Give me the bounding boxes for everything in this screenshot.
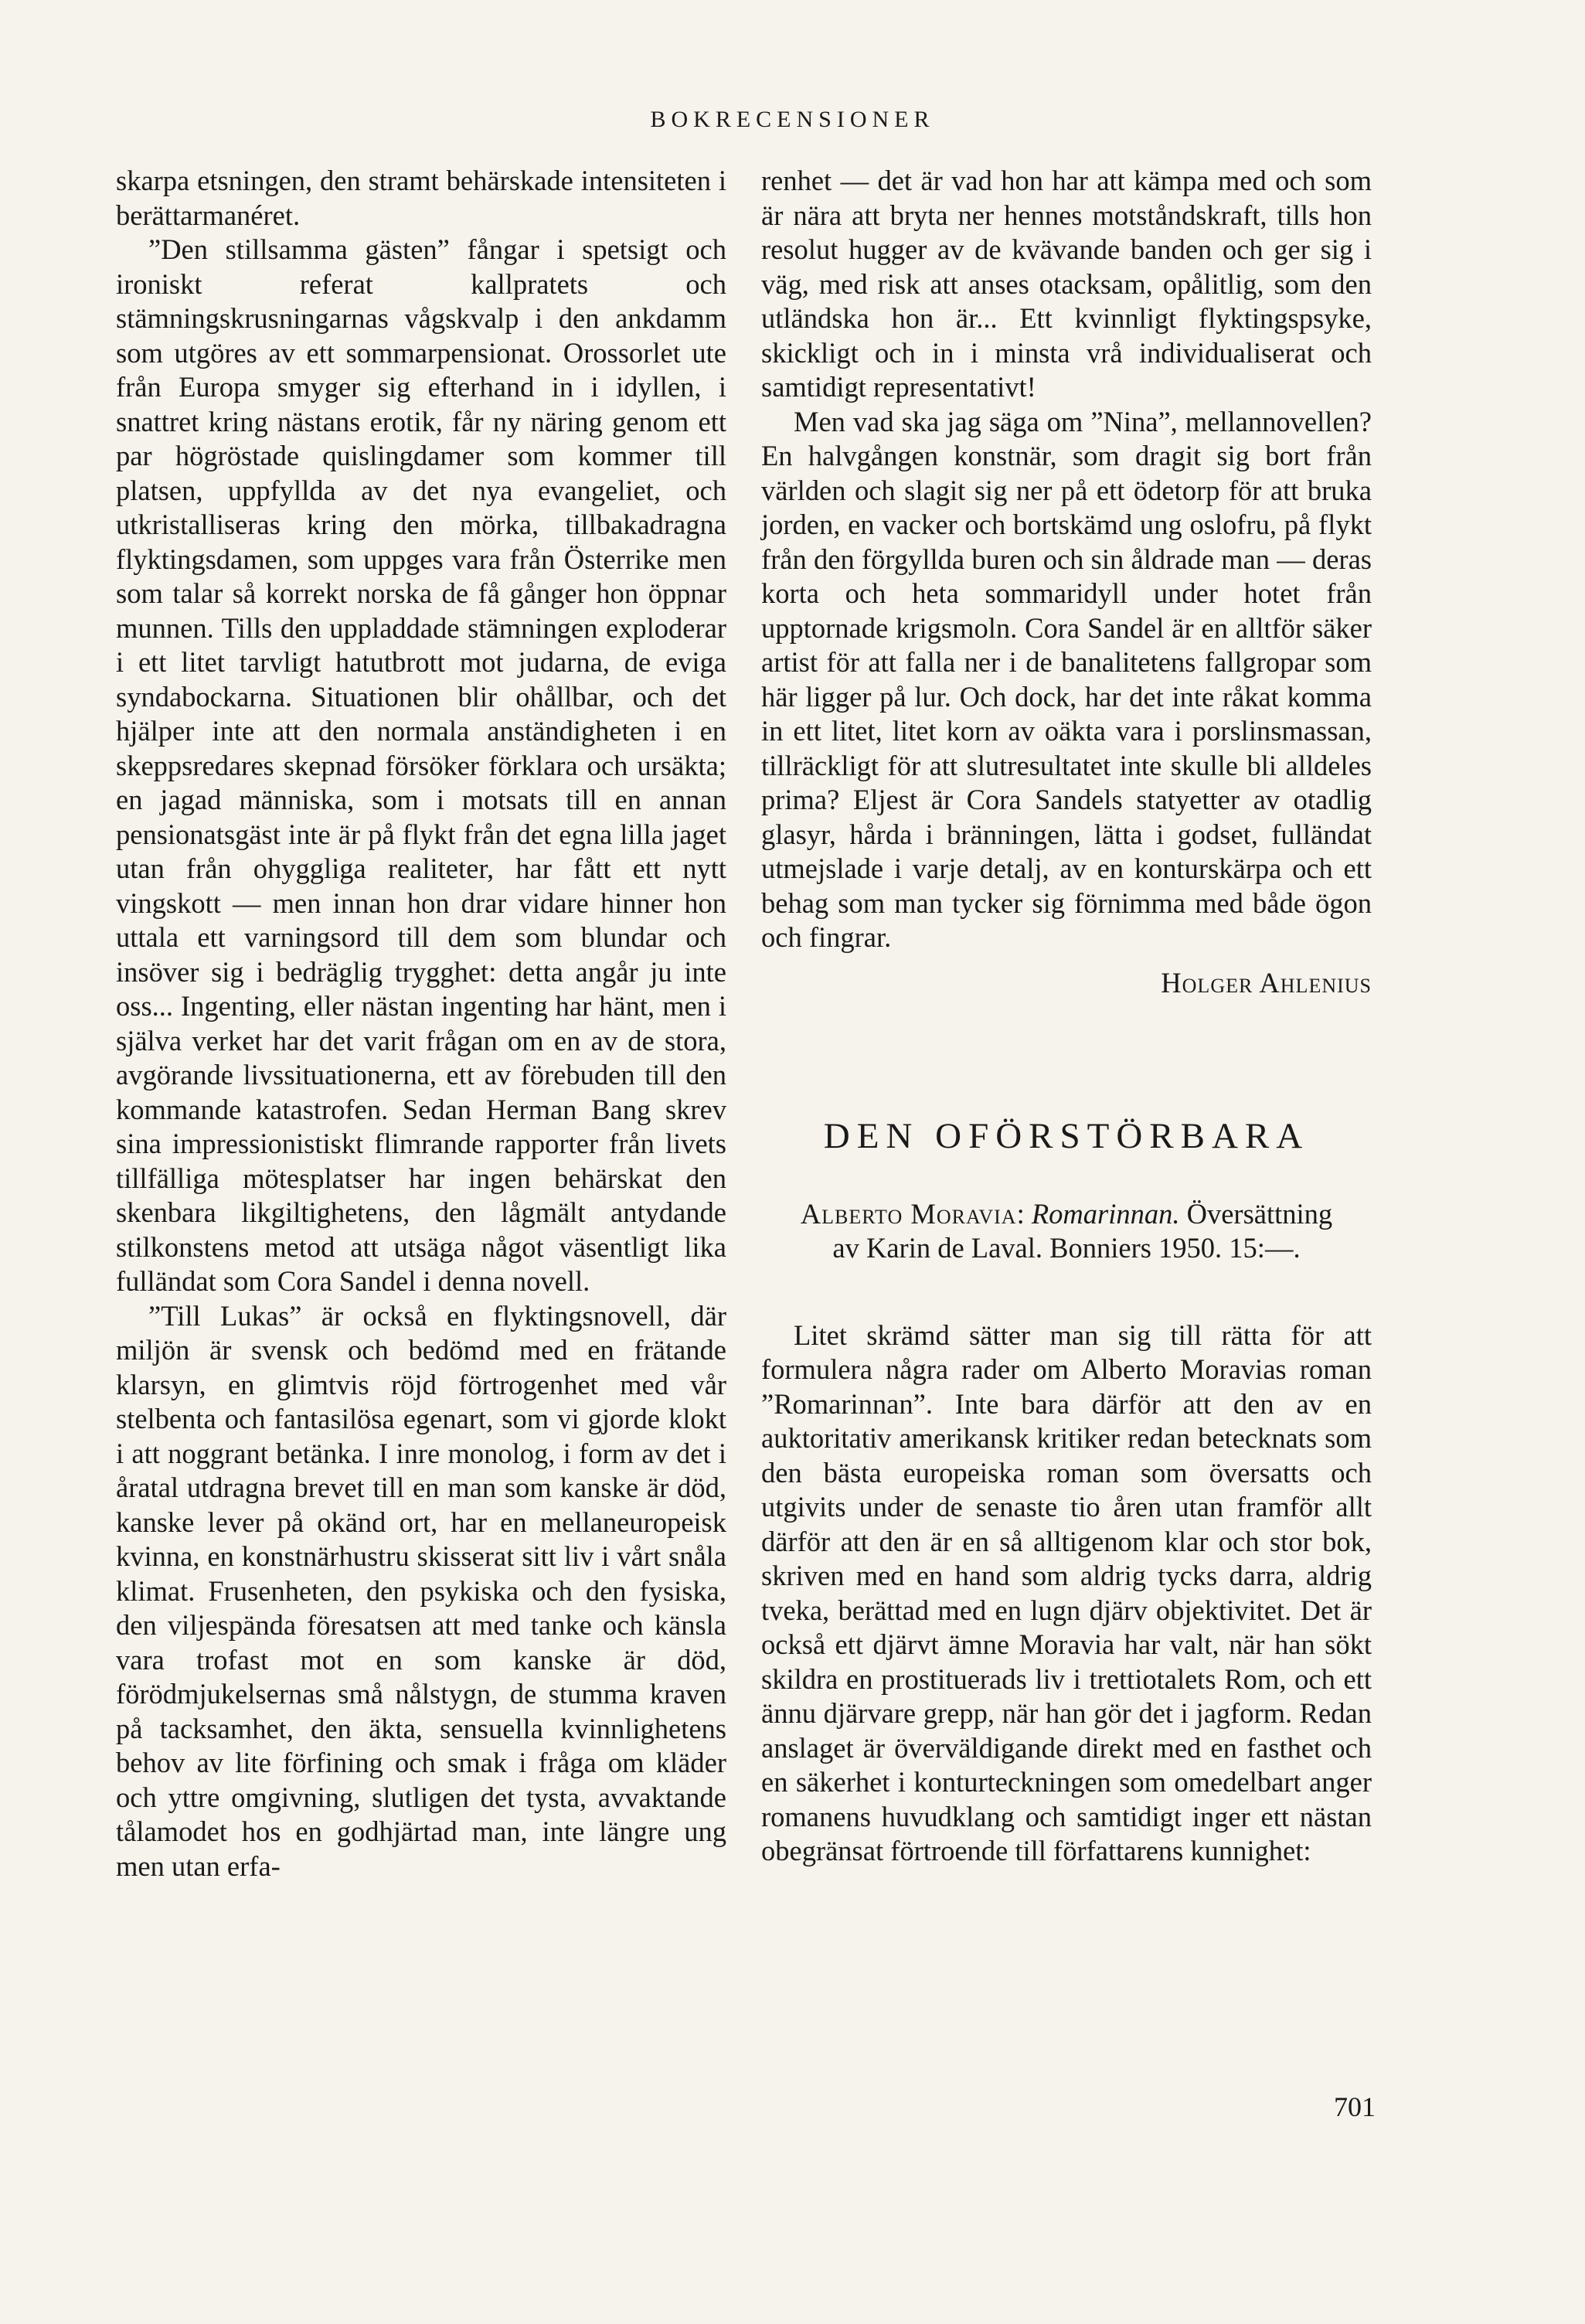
bib-author: Alberto Moravia [800, 1197, 1017, 1230]
right-paragraph-3: Litet skrämd sätter man sig till rätta för att formulera några rader om Alberto Moravias roman ”Romarinnan”. Inte bara därför att den av en auktoritativ amerikansk kritiker redan betecknats som den bästa europeiska roman som översatts och utgivits under de senaste tio åren utan framför allt därför att den är en så alltigenom klar och stor bok, skriven med en hand som aldrig tycks darra, aldrig tveka, berättad med en lugn djärv objektivitet. Det är också ett djärvt ämne Moravia har valt, när han sökt skildra en prostituerads liv i trettiotalets Rom, och ett ännu djärvare grepp, när han gör det i jagform. Redan anslaget är överväldigande direkt med en fasthet och en säkerhet i konturteckningen som omedelbart anger romanens huvudklang och samtidigt inger ett nästan obegränsat förtroende till författarens kunnighet: [761, 1319, 1372, 1866]
running-head: BOKRECENSIONER [650, 107, 935, 132]
right-paragraph-1: renhet — det är vad hon har att kämpa med och som är nära att bryta ner hennes motståndskraft, tills hon resolut hugger av de kvävande banden och ger sig i väg, med risk att anses otacksam, opålitlig, som den utländska hon är... Ett kvinnligt flyktingspsyke, skickligt och in i minsta vrå individualiserat och samtidigt representativt! [761, 165, 1372, 403]
left-column [116, 164, 726, 1883]
bibliographic-entry [784, 1197, 1349, 1266]
section-title: DEN OFÖRSTÖRBARA [823, 1116, 1310, 1156]
left-paragraph-1: skarpa etsningen, den stramt behärskade intensiteten i berättarmanéret. [116, 165, 726, 231]
right-paragraph-2: Men vad ska jag säga om ”Nina”, mellannovellen? En halvgången konstnär, som dragit sig bort från världen och slagit sig ner på ett ödetorp för att bruka jorden, en vacker och bortskämd ung oslofru, på flykt från den förgyllda buren och sin åldrade man — deras korta och heta sommaridyll under hotet från upptornade krigsmoln. Cora Sandel är en alltför säker artist för att falla ner i de banalitetens fallgropar som här ligger på lur. Och dock, har det inte råkat komma in ett litet, litet korn av oäkta vara i porslinsmassan, tillräckligt för att slutresultatet inte skulle bli alldeles prima? Eljest är Cora Sandels statyetter av otadlig glasyr, hårda i bränningen, lätta i godset, fulländat utmejslade i varje detalj, av en konturskärpa och ett behag som man tycker sig förnimma med både ögon och fingrar. [761, 405, 1372, 953]
bib-separator: : [1016, 1197, 1032, 1230]
left-paragraph-3: ”Till Lukas” är också en flyktingsnovell, där miljön är svensk och bedömd med en frätande klarsyn, en glimtvis röjd förtrogenhet med vår stelbenta och fantasilösa egenart, som vi gjorde klokt i att noggrant betänka. I inre monolog, i form av det i åratal utdragna brevet till en man som kanske är död, kanske lever på okänd ort, har en mellaneuropeisk kvinna, en konstnärhustru skisserat sitt liv i vårt snåla klimat. Frusenheten, den psykiska och den fysiska, den viljespända föresatsen att med tanke och känsla vara trofast mot en som kanske är död, förödmjukelsernas små nålstygn, de stumma kraven på tacksamhet, den äkta, sensuella kvinnlighetens behov av lite förfining och smak i fråga om kläder och yttre omgivning, slutligen det tysta, avvaktande tålamodet hos en godhjärtad man, inte längre ung men utan erfa- [116, 1299, 726, 1882]
reviewer-signature: Holger Ahlenius [1161, 966, 1372, 999]
bib-work-title: Romarinnan. [1031, 1197, 1180, 1230]
bib-details: Översättning av Karin de Laval. Bonniers 1950. 15:—. [832, 1197, 1333, 1264]
right-column [761, 164, 1372, 1869]
page-number: 701 [1334, 2091, 1376, 2122]
left-paragraph-2: ”Den stillsamma gästen” fångar i spetsigt och ironiskt referat kallpratets och stämningskrusningarnas vågskvalp i den ankdamm som utgöres av ett sommarpensionat. Orossorlet ute från Europa smyger sig efterhand in i idyllen, i snattret kring nästans erotik, får ny näring genom ett par högröstade quislingdamer som kommer till platsen, uppfyllda av det nya evangeliet, och utkristalliseras kring den mörka, tillbakadragna flyktingsdamen, som uppges vara från Österrike men som talar så korrekt norska de få gånger hon öppnar munnen. Tills den uppladdade stämningen exploderar i ett litet tarvligt hatutbrott mot judarna, de eviga syndabockarna. Situationen blir ohållbar, och det hjälper inte att den normala anständigheten i en skeppsredares skepnad försöker förklara och ursäkta; en jagad människa, som i motsats till en annan pensionatsgäst inte är på flykt från det egna lilla jaget utan från ohyggliga realiteter, har fått ett nytt vingskott — men innan hon drar vidare hinner hon uttala ett varningsord till dem som blundar och insöver sig i bedräglig trygghet: detta angår ju inte oss... Ingenting, eller nästan ingenting har hänt, men i själva verket har det varit frågan om en av de stora, avgörande livssituationerna, ett av förebuden till den kommande katastrofen. Sedan Herman Bang skrev sina impressionistiskt flimrande rapporter från livets tillfälliga mötesplatser har ingen behärskat den skenbara likgiltighetens, den lågmält antydande stilkonstens metod att utsäga något väsentligt lika fulländat som Cora Sandel i denna novell. [116, 233, 726, 1297]
